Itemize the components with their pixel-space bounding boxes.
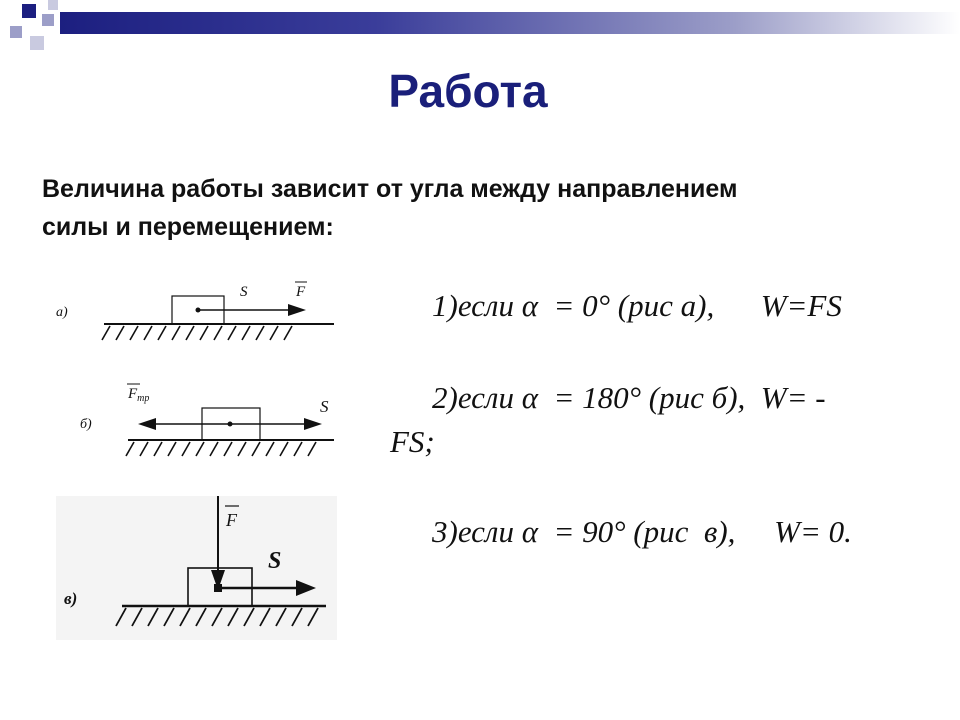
case-3-text: 3)если α = 90° (рис в), W= 0. (432, 514, 852, 549)
intro-line-1: Величина работы зависит от угла между направлением (42, 175, 738, 203)
case-2-text: 2)если α = 180° (рис б), W= - (432, 380, 826, 415)
figure-c-label: в) (64, 589, 78, 608)
figure-c-s-label: S (268, 548, 282, 574)
corner-square-5 (48, 0, 58, 10)
figure-a-s-label: S (240, 284, 248, 300)
corner-square-2 (42, 14, 54, 26)
case-1-text: 1)если α = 0° (рис а), W=FS (432, 288, 842, 323)
corner-square-1 (22, 4, 36, 18)
intro-text (42, 170, 942, 246)
figure-a-label: а) (56, 305, 68, 320)
figure-b (64, 380, 354, 462)
corner-square-3 (10, 26, 22, 38)
figure-a-f-label: F (296, 284, 306, 300)
figure-b-s-label: S (320, 397, 329, 416)
intro-line-2: силы и перемещением: (42, 213, 334, 241)
figure-b-f-label (127, 386, 149, 404)
figure-c-f-label: F (226, 510, 237, 530)
corner-square-4 (30, 36, 44, 50)
figure-b-label: б) (80, 417, 92, 432)
figure-a (34, 258, 334, 353)
slide-title: Работа (388, 65, 548, 117)
case-2-text-cont: FS; (390, 424, 435, 459)
figure-c (56, 496, 337, 640)
figure-b-f-sub: тр (137, 393, 150, 404)
header-bar (60, 12, 960, 34)
figure-b-f-letter: F (128, 386, 138, 402)
